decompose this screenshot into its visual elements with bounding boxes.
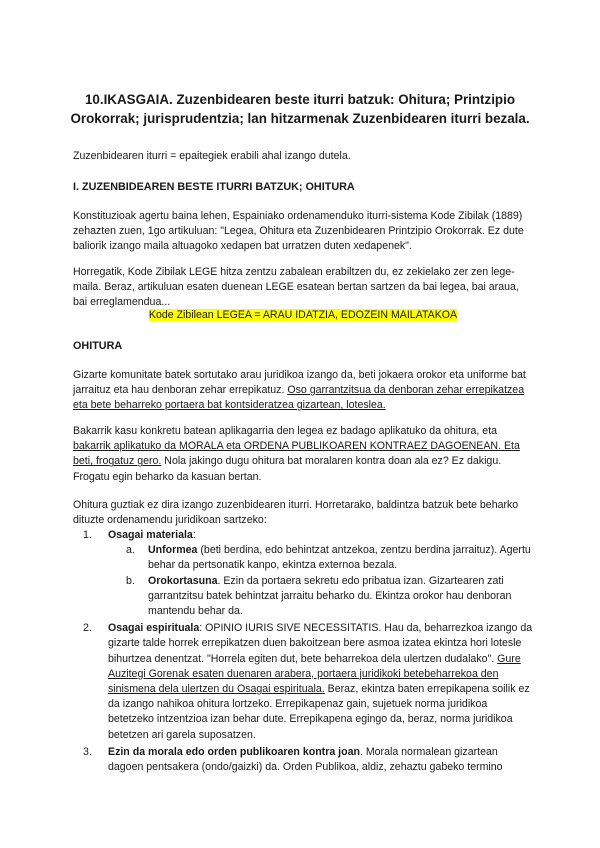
intro-paragraph: Zuzenbidearen iturri = epaitegiek erabili ahal izango dutela. bbox=[73, 150, 351, 162]
para4-text-c: Nola jakingo dugu ohitura bat moralaren kontra doan ala ez? Ez dakigu. Frogatu egin beharko da kasuan bertan. bbox=[73, 455, 502, 483]
paragraph-kode-zibila: Konstituzioak agertu baina lehen, Espainiako ordenamenduko iturri-sistema Kode Zibilak (1889) zehazten zuen, 1go artikuluan: "Legea, Ohitura eta Zuzenbidearen Printzipio Orokorrak. Ez dute baliorik izango maila altuagoko xedapen bat urratzen duten xedapenek". bbox=[73, 210, 524, 253]
sub-list-letter: b. bbox=[126, 574, 135, 587]
list-item bbox=[73, 745, 533, 775]
list-item-text: . Morala normalean gizartean dagoen pentsakera (ondo/gaizki) da. Orden Publikoa, aldiz, zehaztu gabeko termino bbox=[108, 745, 503, 774]
para3-underlined: Oso garrantzitsua da denboran zehar errepikatzea eta bete beharreko portaera bat kontsideratzea gizartean, loteslea. bbox=[73, 384, 525, 412]
list-item-label: Ezin da morala edo orden publikoaren kontra joan bbox=[108, 745, 360, 758]
para3-text: Gizarte komunitate batek sortutako arau juridikoa izango da, beti jokaera orokor eta uniforme bat jarraituz eta hau denboran zehar errepikatuz. bbox=[73, 369, 526, 397]
page-title bbox=[60, 90, 540, 128]
title-line-2: Orokorrak; jurisprudentzia; lan hitzarmenak Zuzenbidearen iturri bezala. bbox=[70, 111, 530, 126]
sub-item-text: . Ezin da portaera sekretu edo pribatua izan. Gizartearen zati garrantzitsu batek behintzat jarraitu beharko du. Ekintza orokor hau denboran mantendu behar da. bbox=[148, 574, 512, 618]
list-item bbox=[73, 621, 533, 743]
paragraph-ohitura-definition bbox=[73, 368, 533, 414]
list-item-underlined: Gure Auzitegi Gorenak esaten duenaren arabera, portaera juridikoki betebeharrekoa den sinismena dela ulertzen du Osagai espirituala. bbox=[108, 652, 521, 696]
list-item bbox=[73, 528, 533, 543]
list-item-text: : OPINIO IURIS SIVE NECESSITATIS. Hau da, beharrezkoa izango da gizarte talde horrek errepikatzen duen bakoitzean bere asmoa izatea ekintza hori lotesle bihurtzea denentzat. "Horrela egiten dut, bete beharrekoa dela ulertzen dudalako". bbox=[108, 622, 533, 665]
paragraph-bakarrik bbox=[73, 424, 533, 485]
list-number: 2. bbox=[83, 622, 92, 635]
section-heading-1: I. ZUZENBIDEAREN BESTE ITURRI BATZUK; OHITURA bbox=[73, 181, 355, 193]
paragraph-lege-hitza: Horregatik, Kode Zibilak LEGE hitza zentzu zabalean erabiltzen du, ez zekielako zer zen lege-maila. Beraz, artikuluan esaten duenean LEGE esatean bertan sartzen da bai legea, bai araua, bai erreglamendua... bbox=[73, 266, 519, 309]
list-number: 3. bbox=[83, 745, 92, 758]
para4-text-a: Bakarrik kasu konkretu batean aplikagarria den legea ez badago aplikatuko da ohitura, eta bbox=[73, 425, 498, 437]
conditions-list bbox=[73, 528, 533, 775]
sub-list-item bbox=[108, 543, 533, 573]
para4-underlined: bakarrik aplikatuko da MORALA eta ORDENA PUBLIKOAREN KONTRAEZ DAGOENEAN. Eta beti, frogatuz gero. bbox=[73, 440, 520, 468]
list-item-label: Osagai materiala bbox=[108, 529, 193, 541]
list-item-suffix: : bbox=[192, 529, 196, 541]
paragraph-baldintzak: Ohitura guztiak ez dira izango zuzenbidearen iturri. Horretarako, baldintza batzuk bete beharko dituzte ordenamendu juridikoan sartzeko: bbox=[73, 499, 519, 527]
list-item-label: Osagai espirituala bbox=[108, 622, 200, 635]
sub-item-label: Orokortasuna bbox=[148, 574, 218, 587]
sub-list-item bbox=[108, 574, 533, 620]
sub-list-letter: a. bbox=[126, 544, 135, 557]
sub-item-label: Unformea bbox=[148, 544, 198, 557]
sub-item-text: (beti berdina, edo behintzat antzekoa, zentzu berdina jarraituz). Agertu behar da pertsonatik kanpo, ekintza externoa bezala. bbox=[148, 544, 531, 572]
highlight-line bbox=[73, 308, 533, 323]
section-heading-ohitura: OHITURA bbox=[73, 340, 123, 352]
title-line-1: 10.IKASGAIA. Zuzenbidearen beste iturri batzuk: Ohitura; Printzipio bbox=[84, 92, 516, 107]
list-item-text-b: Beraz, ekintza baten errepikapena soilik ez da izango nahikoa ohitura lortzeko. Errepikapenaz gain, sujetuek norma juridikoa betetzeko intzentzioa izan behar dute. Errepikapena egingo da, beraz, norma juridikoa betetzen ari garela suposatzen. bbox=[108, 683, 530, 741]
highlighted-text: Kode Zibilean LEGEA = ARAU IDATZIA, EDOZEIN MAILATAKOA bbox=[148, 309, 458, 321]
list-number: 1. bbox=[83, 529, 92, 541]
